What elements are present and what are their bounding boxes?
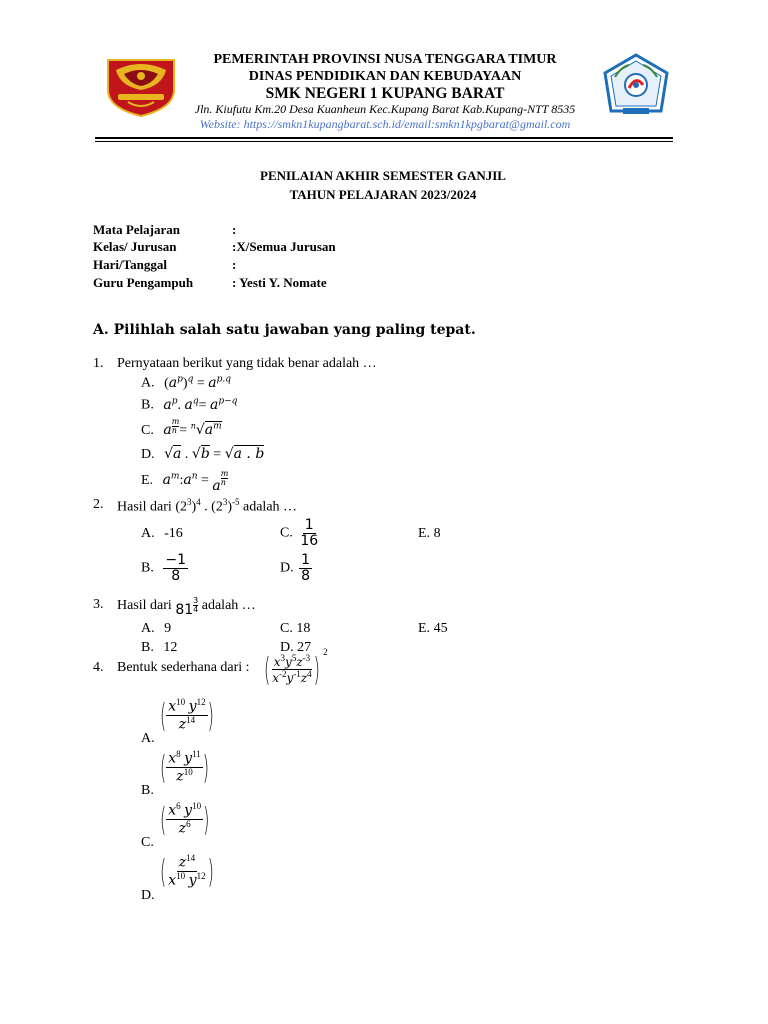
q1-option-b[interactable] xyxy=(141,396,237,414)
q3-option-a-label: A. xyxy=(141,621,155,636)
q3-option-d-value: 27 xyxy=(297,640,312,655)
q2-option-b-label: B. xyxy=(141,560,154,576)
q2-option-a-label: A. xyxy=(141,526,155,541)
q2-exp1: 3 xyxy=(186,497,192,507)
q2-exp4: -5 xyxy=(232,497,240,507)
info-value-date: : xyxy=(232,257,237,272)
q2-option-e[interactable] xyxy=(418,526,441,542)
q1-option-a-label: A. xyxy=(141,375,155,391)
q3-option-a-value: 9 xyxy=(164,621,172,636)
q1-option-d-label: D. xyxy=(141,447,155,462)
q1-option-c-label: C. xyxy=(141,423,154,438)
q3-exponent xyxy=(193,597,198,614)
academic-year: TAHUN PELAJARAN 2023/2024 xyxy=(289,187,477,202)
q3-number: 3. xyxy=(93,597,104,612)
q4-expression: ( $\frac{x^3y^5z^{-3}}{x^{-2}y^{-1}z^4}$ ) $^2$ xyxy=(264,647,328,689)
q4-option-c[interactable]: C. xyxy=(141,835,154,850)
exam-title: PENILAIAN AKHIR SEMESTER GANJIL xyxy=(260,168,506,183)
q2-text: Hasil dari $(2^3)^4$ . $(2^3)^{-5}$ adalah … xyxy=(117,497,298,515)
q2-option-b-num: −1 xyxy=(165,552,186,568)
header-rule-thick xyxy=(95,137,673,139)
section-a-instruction: A. Pilihlah salah satu jawaban yang paling tepat. xyxy=(93,322,476,338)
q3-exp-num: 3 xyxy=(193,596,199,605)
header-department: DINAS PENDIDIKAN DAN KEBUDAYAAN xyxy=(248,69,522,84)
q2-option-c-fraction xyxy=(298,518,320,548)
info-label-teacher: Guru Pengampuh xyxy=(93,275,194,290)
q3-exp-den: 4 xyxy=(193,605,199,614)
q3-option-b[interactable] xyxy=(141,640,177,656)
info-label-subject: Mata Pelajaran xyxy=(93,222,181,237)
q4-option-a[interactable]: A. xyxy=(141,731,155,746)
q2-option-c[interactable] xyxy=(280,518,320,548)
q4-option-a-formula: ( $\frac{x^{10} y^{12}}{z^{14}}$ ) xyxy=(160,696,214,735)
q2-option-d-den: 8 xyxy=(301,567,311,584)
q2-number: 2. xyxy=(93,497,104,512)
header-website: Website: https://smkn1kupangbarat.sch.id/email:smkn1kpgbarat@gmail.com xyxy=(199,117,571,131)
q2-option-e-value: 8 xyxy=(433,526,441,541)
q2-option-d-label: D. xyxy=(280,560,294,576)
q2-option-d-num: 1 xyxy=(301,552,311,568)
q1-option-a-formula: $(a^p)^q = a^{p.q}$ xyxy=(164,374,232,391)
header-address: Jln. Kiufutu Km.20 Desa Kuanheun Kec.Kupang Barat Kab.Kupang-NTT 8535 xyxy=(194,102,576,116)
q4-option-b[interactable]: B. xyxy=(141,783,154,798)
q2-text-part1: Hasil dari (2 xyxy=(117,499,187,515)
q4-option-d-formula: ( $\frac{z^{14}}{x^{10} y^{12}}$ ) xyxy=(160,852,214,891)
q2-option-b-den: 8 xyxy=(171,567,181,584)
q1-option-b-label: B. xyxy=(141,397,154,413)
q1-option-e-formula: $a^m:a^n = a$ $\frac{m}{n}$ xyxy=(162,469,229,494)
q1-option-d-formula: √a . √b = √a . b xyxy=(164,446,265,462)
q4-number: 4. xyxy=(93,660,104,675)
q1-option-b-formula: $a^p$. $a^q= a^{p-q}$ xyxy=(163,396,238,413)
header-rule-thin xyxy=(95,141,673,142)
q3-option-a[interactable] xyxy=(141,621,171,637)
q3-text-part1: Hasil dari xyxy=(117,598,172,613)
header-school-name: SMK NEGERI 1 KUPANG BARAT xyxy=(265,85,505,102)
info-value-class: :X/Semua Jurusan xyxy=(232,239,336,254)
q3-option-e-label: E. xyxy=(418,621,431,636)
q2-text-part3: adalah … xyxy=(243,499,298,515)
q3-option-c-label: C. xyxy=(280,621,293,636)
q1-option-c-formula: a $\frac{m}{n}$ = $^n√a^m$ xyxy=(163,417,222,438)
q3-option-b-value: 12 xyxy=(163,640,178,655)
q1-number: 1. xyxy=(93,356,104,371)
q2-option-a[interactable] xyxy=(141,526,183,542)
q2-option-d-fraction xyxy=(299,553,312,583)
q3-option-e[interactable] xyxy=(418,621,448,637)
q4-option-d[interactable]: D. xyxy=(141,888,155,903)
q2-option-b-fraction xyxy=(163,553,188,583)
q1-text: Pernyataan berikut yang tidak benar adalah … xyxy=(117,356,377,371)
q1-option-e-label: E. xyxy=(141,473,154,488)
header-province: PEMERINTAH PROVINSI NUSA TENGGARA TIMUR xyxy=(213,52,557,67)
q2-text-part2: . (2 xyxy=(204,499,223,515)
q2-exp2: 4 xyxy=(196,497,201,507)
q2-option-c-den: 16 xyxy=(300,532,319,549)
q4-text: Bentuk sederhana dari : xyxy=(117,660,250,675)
info-value-subject: : xyxy=(232,222,237,237)
q3-base: 81 xyxy=(175,602,194,618)
q4-option-c-formula: ( $\frac{x^6 y^{10}}{z^6}$ ) xyxy=(160,800,210,839)
q4-outer-exponent: 2 xyxy=(323,647,328,658)
info-value-teacher: : Yesti Y. Nomate xyxy=(232,275,327,290)
q3-option-c-value: 18 xyxy=(296,621,311,636)
q1-option-e[interactable] xyxy=(141,469,229,494)
q3-option-b-label: B. xyxy=(141,640,154,655)
q2-option-c-num: 1 xyxy=(304,517,314,533)
q1-option-c[interactable] xyxy=(141,418,222,439)
info-label-date: Hari/Tanggal xyxy=(93,257,167,272)
q3-text-part2: adalah … xyxy=(201,598,256,613)
q2-option-d[interactable] xyxy=(280,553,312,583)
q2-option-a-value: -16 xyxy=(164,526,183,541)
info-label-class: Kelas/ Jurusan xyxy=(93,239,177,254)
q3-text xyxy=(117,596,256,618)
q3-option-c[interactable] xyxy=(280,621,310,637)
q2-option-e-label: E. xyxy=(418,526,431,541)
q3-option-e-value: 45 xyxy=(433,621,448,636)
q2-exp3: 3 xyxy=(222,497,228,507)
q3-option-d-label: D. xyxy=(280,640,294,655)
q2-option-b[interactable] xyxy=(141,553,188,583)
q1-option-d[interactable] xyxy=(141,446,264,463)
q1-option-a[interactable] xyxy=(141,374,231,392)
q4-option-b-formula: ( $\frac{x^8 y^{11}}{z^{10}}$ ) xyxy=(160,748,209,787)
q2-option-c-label: C. xyxy=(280,525,293,541)
